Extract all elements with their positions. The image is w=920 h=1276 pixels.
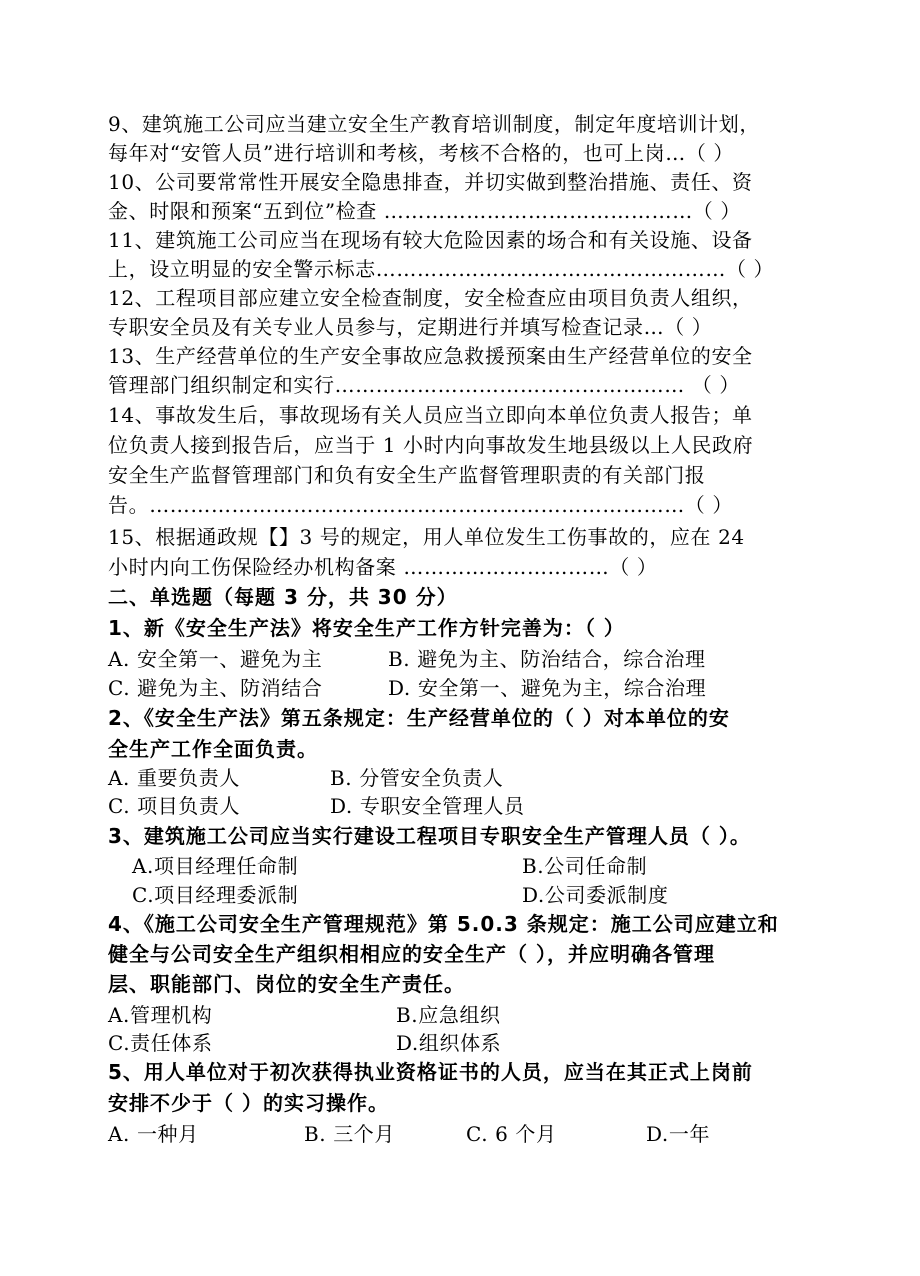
question-13-line-1: 13、生产经营单位的生产安全事故应急救援预案由生产经营单位的安全 — [108, 344, 753, 368]
mc-question-4-option-a: A.管理机构 — [108, 1003, 213, 1027]
mc-question-4-stem-line-2: 健全与公司安全生产组织相相应的安全生产（ ），并应明确各管理 — [108, 942, 715, 966]
question-14-line-2: 位负责人接到报告后，应当于 1 小时内向事故发生地县级以上人民政府 — [108, 433, 754, 457]
mc-question-5-stem-line-1: 5、用人单位对于初次获得执业资格证书的人员，应当在其正式上岗前 — [108, 1060, 753, 1084]
mc-question-1-option-b: B. 避免为主、防治结合，综合治理 — [388, 647, 706, 671]
question-11-line-2: 上，设立明显的安全警示标志……………………………………………（ ） — [108, 257, 775, 281]
mc-question-4-stem-line-1: 4、《施工公司安全生产管理规范》第 5.0.3 条规定：施工公司应建立和 — [108, 912, 779, 936]
mc-question-5-option-d: D.一年 — [646, 1122, 711, 1146]
question-14-line-3: 安全生产监督管理部门和负有安全生产监督管理职责的有关部门报 — [108, 463, 706, 487]
question-11-line-1: 11、建筑施工公司应当在现场有较大危险因素的场合和有关设施、设备 — [108, 228, 753, 252]
question-9-line-1: 9、建筑施工公司应当建立安全生产教育培训制度，制定年度培训计划， — [108, 112, 760, 136]
mc-question-1-option-a: A. 安全第一、避免为主 — [108, 647, 323, 671]
question-12-line-1: 12、工程项目部应建立安全检查制度，安全检查应由项目负责人组织， — [108, 286, 753, 310]
mc-question-5-option-a: A. 一种月 — [108, 1122, 199, 1146]
mc-question-2-option-c: C. 项目负责人 — [108, 794, 241, 818]
mc-question-4-option-d: D.组织体系 — [396, 1031, 502, 1055]
mc-question-5-stem-line-2: 安排不少于（ ）的实习操作。 — [108, 1091, 389, 1115]
mc-question-4-option-b: B.应急组织 — [396, 1003, 501, 1027]
question-14-line-1: 14、事故发生后，事故现场有关人员应当立即向本单位负责人报告；单 — [108, 403, 753, 427]
question-14-line-4: 告。……………………………………………………………………（ ） — [108, 493, 733, 517]
mc-question-1-option-c: C. 避免为主、防消结合 — [108, 676, 323, 700]
mc-question-5-option-b: B. 三个月 — [304, 1122, 396, 1146]
mc-question-1-option-d: D. 安全第一、避免为主，综合治理 — [388, 676, 707, 700]
question-10-line-1: 10、公司要常常性开展安全隐患排查，并切实做到整治措施、责任、资 — [108, 170, 753, 194]
mc-question-2-stem-line-1: 2、《安全生产法》第五条规定：生产经营单位的（ ）对本单位的安 — [108, 706, 730, 730]
mc-question-3-option-c: C.项目经理委派制 — [132, 883, 299, 907]
mc-question-3-stem: 3、建筑施工公司应当实行建设工程项目专职安全生产管理人员（ ）。 — [108, 824, 751, 848]
mc-question-3-option-b: B.公司任命制 — [522, 854, 648, 878]
mc-question-2-option-d: D. 专职安全管理人员 — [330, 794, 525, 818]
section-heading: 二、单选题（每题 3 分，共 30 分） — [108, 585, 458, 609]
question-15-line-2: 小时内向工伤保险经办机构备案 …………………………（ ） — [108, 555, 658, 579]
question-9-line-2: 每年对“安管人员”进行培训和考核，考核不合格的，也可上岗…（ ） — [108, 141, 735, 165]
question-13-line-2: 管理部门组织制定和实行…………………………………………… （ ） — [108, 373, 740, 397]
question-10-line-2: 金、时限和预案“五到位”检查 ………………………………………（ ） — [108, 199, 741, 223]
question-12-line-2: 专职安全员及有关专业人员参与，定期进行并填写检查记录…（ ） — [108, 315, 713, 339]
question-15-line-1: 15、根据通政规【】3 号的规定，用人单位发生工伤事故的，应在 24 — [108, 525, 745, 549]
mc-question-2-stem-line-2: 全生产工作全面负责。 — [108, 737, 318, 761]
mc-question-4-option-c: C.责任体系 — [108, 1031, 213, 1055]
mc-question-3-option-a: A.项目经理任命制 — [132, 854, 299, 878]
mc-question-1-stem: 1、新《安全生产法》将安全生产工作方针完善为：（ ） — [108, 616, 625, 640]
mc-question-2-option-a: A. 重要负责人 — [108, 766, 240, 790]
mc-question-2-option-b: B. 分管安全负责人 — [330, 766, 504, 790]
mc-question-4-stem-line-3: 层、职能部门、岗位的安全生产责任。 — [108, 972, 465, 996]
mc-question-3-option-d: D.公司委派制度 — [522, 883, 669, 907]
mc-question-5-option-c: C. 6 个月 — [466, 1122, 557, 1146]
